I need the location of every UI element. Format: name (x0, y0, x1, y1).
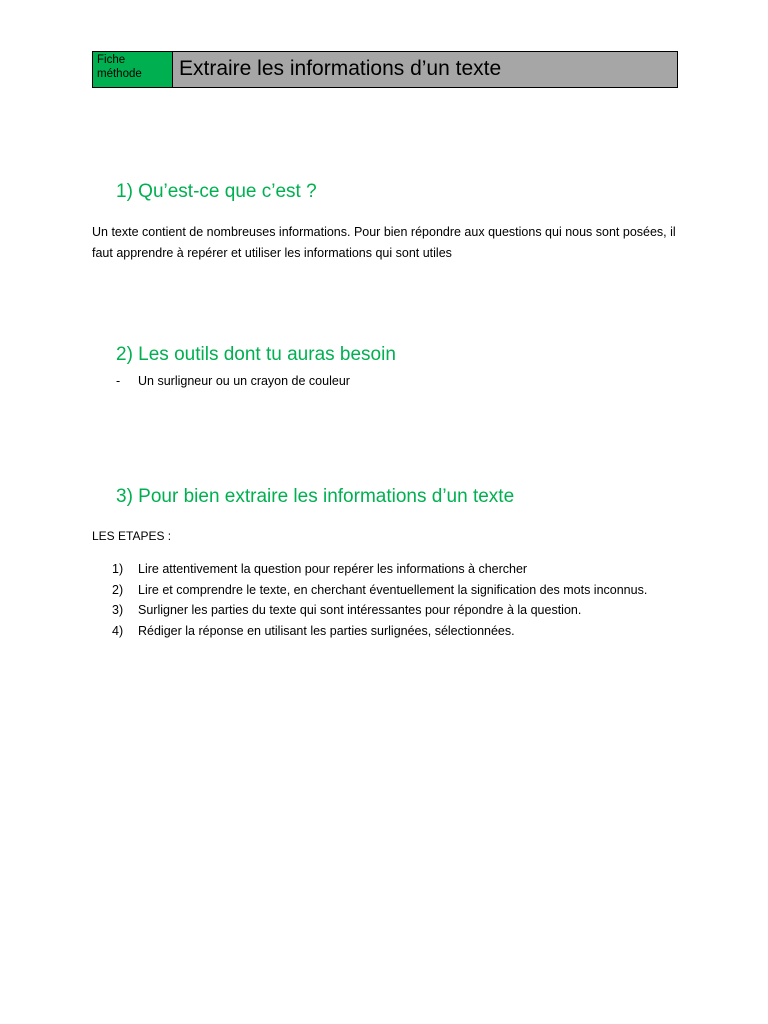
step-number: 4) (112, 623, 124, 638)
step-item (112, 559, 672, 580)
step-item (112, 600, 672, 621)
section1-paragraph: Un texte contient de nombreuses informations. Pour bien répondre aux questions qui nous sont posées, il faut apprendre à repérer et utiliser les informations qui sont utiles (92, 225, 676, 260)
section3-heading: 3) Pour bien extraire les informations d’un texte (116, 486, 515, 507)
fiche-methode-label (93, 52, 173, 87)
fiche-label-line2: méthode (97, 68, 142, 80)
steps-label: LES ETAPES : (92, 529, 172, 543)
document-title: Extraire les informations d’un texte (173, 52, 677, 87)
bullet-dash: - (116, 374, 121, 388)
step-number: 3) (112, 603, 124, 617)
fiche-label-line1: Fiche (97, 54, 126, 66)
step-text: Surligner les parties du texte qui sont intéressantes pour répondre à la question. (138, 603, 582, 617)
tools-list-item (116, 371, 350, 391)
steps-list (112, 559, 672, 641)
tools-item-text: Un surligneur ou un crayon de couleur (138, 374, 350, 388)
step-item (112, 580, 672, 601)
section2-heading: 2) Les outils dont tu auras besoin (116, 344, 396, 365)
section1-heading: 1) Qu’est-ce que c’est ? (116, 181, 317, 202)
step-text: Lire attentivement la question pour repérer les informations à chercher (138, 562, 528, 576)
step-number: 1) (112, 562, 124, 576)
step-item (112, 621, 672, 642)
header-table (92, 51, 678, 88)
step-text: Rédiger la réponse en utilisant les parties surlignées, sélectionnées. (138, 623, 515, 638)
step-text: Lire et comprendre le texte, en cherchant éventuellement la signification des mots inconnus. (138, 582, 648, 597)
step-number: 2) (112, 582, 124, 597)
